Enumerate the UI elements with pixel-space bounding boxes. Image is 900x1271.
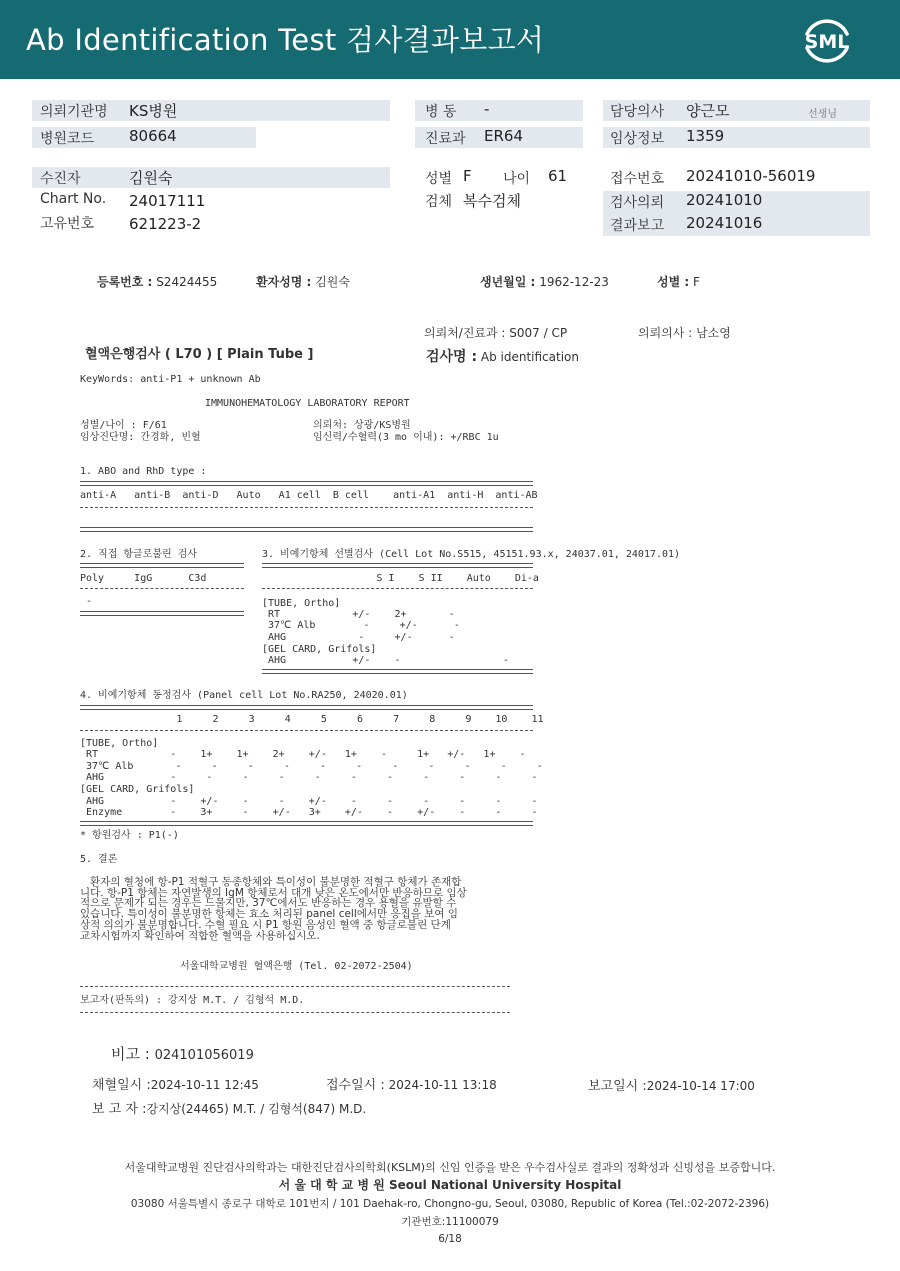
institution-no: 기관번호:11100079 xyxy=(401,1216,499,1228)
doctor-suffix: 선생님 xyxy=(808,109,837,120)
patient-label: 수진자 xyxy=(40,171,81,187)
sec4-row: 37℃ Alb - - - - - - - - - - - xyxy=(80,761,543,772)
divider xyxy=(262,588,533,589)
ward-label: 병 동 xyxy=(425,104,457,120)
sec3-row: 37℃ Alb - +/- - xyxy=(262,620,460,631)
reported-label: 보고일시 : xyxy=(588,1079,647,1094)
sec2-title: 2. 직접 항글로불린 검사 xyxy=(80,549,198,560)
reported-time xyxy=(588,1075,755,1094)
sec4-row: Enzyme - 3+ - +/- 3+ +/- - +/- - - - xyxy=(80,807,538,818)
sec2-value: - xyxy=(86,596,93,607)
page-title: Ab Identification Test 검사결과보고서 xyxy=(26,23,545,57)
request-doctor-value: 남소영 xyxy=(696,326,731,340)
logo-text: SML xyxy=(804,31,850,53)
cert-text: 서울대학교병원 진단검사의학과는 대한진단검사의학회(KSLM)의 신임 인증을 받은 우수검사실로 결과의 정확성과 신빙성을 보증합니다. xyxy=(124,1161,776,1174)
sec4-row: AHG - +/- - - +/- - - - - - - xyxy=(80,796,538,807)
report-sex-label: 성별 : xyxy=(657,275,690,289)
request-dept-value: S007 / CP xyxy=(509,326,568,340)
report-label: 결과보고 xyxy=(610,218,665,234)
keywords: KeyWords: anti-P1 + unknown Ab xyxy=(80,374,261,385)
clinical-label: 임상정보 xyxy=(610,131,665,147)
divider xyxy=(80,986,510,987)
test-left: 혈액은행검사 ( L70 ) [ Plain Tube ] xyxy=(85,347,314,362)
divider xyxy=(80,705,533,710)
requester: 의뢰처: 상광/KS병원 xyxy=(313,420,411,431)
lab-title: IMMUNOHEMATOLOGY LABORATORY REPORT xyxy=(205,398,410,409)
sec4-row: [TUBE, Ortho] xyxy=(80,738,159,749)
patient-name-label: 환자성명 : xyxy=(256,275,312,289)
collect-time xyxy=(92,1074,259,1093)
sex-label: 성별 xyxy=(425,171,453,187)
request-doctor-label: 의뢰의사 : xyxy=(638,326,693,340)
request-label: 검사의뢰 xyxy=(610,195,665,211)
receipt-label: 접수번호 xyxy=(610,171,665,187)
doctor-label: 담당의사 xyxy=(610,104,665,120)
bloodbank: 서울대학교병원 혈액은행 (Tel. 02-2072-2504) xyxy=(180,961,413,972)
department-value: ER64 xyxy=(484,127,523,145)
sec3-title: 3. 비예기항체 선별검사 (Cell Lot No.S515, 45151.93.x, 24037.01, 24017.01) xyxy=(262,549,681,560)
unique-value: 621223-2 xyxy=(129,215,202,233)
patient-name-value: 김원숙 xyxy=(315,275,350,289)
patient-name xyxy=(256,273,350,290)
reg-no-value: S2424455 xyxy=(156,275,218,289)
divider xyxy=(80,527,533,532)
department-label: 진료과 xyxy=(425,131,466,147)
report-header xyxy=(0,0,900,79)
divider xyxy=(80,507,533,508)
test-name xyxy=(426,346,579,366)
bar-patient xyxy=(32,167,390,188)
chart-value: 24017111 xyxy=(129,192,206,210)
sec5-title: 5. 결론 xyxy=(80,854,118,865)
institution-value: KS병원 xyxy=(129,102,178,120)
sec3-row: [GEL CARD, Grifols] xyxy=(262,644,377,655)
report-sex xyxy=(657,273,700,290)
institution-label: 의뢰기관명 xyxy=(40,104,108,120)
reporter: 보고자(판독의) : 강지상 M.T. / 김형석 M.D. xyxy=(80,995,305,1006)
report-value: 20241016 xyxy=(686,214,763,232)
received-time xyxy=(326,1074,497,1093)
sec3-row: RT +/- 2+ - xyxy=(262,609,455,620)
pregnancy: 임신력/수혈력(3 mo 이내): +/RBC 1u xyxy=(313,432,499,443)
ward-value: - xyxy=(484,100,490,118)
receipt-value: 20241010-56019 xyxy=(686,167,816,185)
collect-value: 2024-10-11 12:45 xyxy=(150,1078,259,1092)
test-name-value: Ab identification xyxy=(480,350,579,364)
birth-date xyxy=(480,273,609,290)
sec4-row: [GEL CARD, Grifols] xyxy=(80,784,195,795)
reg-no-label: 등록번호 : xyxy=(97,275,153,289)
collect-label: 채혈일시 : xyxy=(92,1078,151,1093)
remark-label: 비고 : xyxy=(111,1045,150,1063)
reporters xyxy=(92,1098,366,1117)
remark xyxy=(111,1043,254,1064)
request-doctor xyxy=(638,324,731,341)
report-sex-value: F xyxy=(693,275,700,289)
sec3-row: AHG - +/- - xyxy=(262,632,455,643)
divider xyxy=(80,563,244,568)
request-dept xyxy=(424,324,567,341)
sec3-row: [TUBE, Ortho] xyxy=(262,598,341,609)
conclusion-text: 환자의 혈청에 항-P1 적혈구 동종항체와 특이성이 불분명한 적혈구 항체가 존재합 니다. 항-P1 항체는 자연발생의 IgM 항체로서 대개 낮은 온도에서만 반응하므로 임상 적으로 문제가 되는 경우는 드물지만, 37℃에서도 반응하는 경우 용혈을 유발할 수 있습니다. 특이성이 불분명한 항체는 효소 처리된 panel cell에서만 응집을 보여 임 상적 의의가 불분명합니다. 수혈 필요 시 P1 항원 음성인 혈액 중 항글로불린 단계 교차시험까지 확인하여 적합한 혈액을 사용하십시오. xyxy=(80,876,467,942)
hospital-code-label: 병원코드 xyxy=(40,131,95,147)
sec4-row: RT - 1+ 1+ 2+ +/- 1+ - 1+ +/- 1+ - xyxy=(80,749,526,760)
reg-no xyxy=(97,273,217,290)
request-value: 20241010 xyxy=(686,191,763,209)
sex-value: F xyxy=(463,167,472,185)
hospital-code-value: 80664 xyxy=(129,127,177,145)
specimen-value: 복수검체 xyxy=(463,192,521,210)
age-label: 나이 xyxy=(503,171,531,187)
unique-label: 고유번호 xyxy=(40,216,95,232)
sml-logo-icon xyxy=(797,12,857,68)
received-label: 접수일시 : xyxy=(326,1078,385,1093)
sec3-row: AHG +/- - - xyxy=(262,655,509,666)
divider xyxy=(80,611,244,616)
sec1-header: anti-A anti-B anti-D Auto A1 cell B cell anti-A1 anti-H anti-AB xyxy=(80,490,538,501)
doctor-value: 양근모 xyxy=(686,102,730,120)
sec3-row: S I S II Auto Di-a xyxy=(262,573,539,584)
remark-value: 024101056019 xyxy=(154,1048,254,1063)
divider xyxy=(80,821,533,826)
antigen-test: * 항원검사 : P1(-) xyxy=(80,830,179,841)
page-number: 6/18 xyxy=(438,1233,462,1245)
address: 03080 서울특별시 종로구 대학로 101번지 / 101 Daehak-ro, Chongno-gu, Seoul, 03080, Republic of Korea (Tel.:02-2072-2396) xyxy=(130,1198,770,1210)
divider xyxy=(80,1012,510,1013)
divider xyxy=(262,563,533,568)
reporters-label: 보 고 자 : xyxy=(92,1102,147,1117)
test-name-label: 검사명 : xyxy=(426,349,478,365)
birth-date-value: 1962-12-23 xyxy=(539,275,609,289)
divider xyxy=(80,588,244,589)
birth-date-label: 생년월일 : xyxy=(480,275,536,289)
sec4-title: 4. 비예기항체 동정검사 (Panel cell Lot No.RA250, 24020.01) xyxy=(80,690,408,701)
request-dept-label: 의뢰처/진료과 : xyxy=(424,326,506,340)
sec4-row: AHG - - - - - - - - - - - xyxy=(80,772,538,783)
divider xyxy=(80,481,533,486)
patient-value: 김원숙 xyxy=(129,169,173,187)
reporters-value: 강지상(24465) M.T. / 김형석(847) M.D. xyxy=(146,1102,367,1116)
sec4-row: 1 2 3 4 5 6 7 8 9 10 11 xyxy=(80,714,544,725)
reported-value: 2024-10-14 17:00 xyxy=(646,1079,755,1093)
divider xyxy=(262,669,533,674)
divider xyxy=(80,730,533,731)
age-value: 61 xyxy=(548,167,568,185)
clinical-value: 1359 xyxy=(686,127,725,145)
sec2-header: Poly IgG C3d xyxy=(80,573,207,584)
sex-age: 성별/나이 : F/61 xyxy=(80,420,167,431)
diagnosis: 임상진단명: 간경화, 빈혈 xyxy=(80,432,201,443)
specimen-label: 검체 xyxy=(425,194,453,210)
chart-label: Chart No. xyxy=(40,191,107,207)
sec1-title: 1. ABO and RhD type : xyxy=(80,466,207,477)
hospital-name: 서 울 대 학 교 병 원 Seoul National University Hospital xyxy=(278,1178,622,1192)
received-value: 2024-10-11 13:18 xyxy=(388,1078,497,1092)
